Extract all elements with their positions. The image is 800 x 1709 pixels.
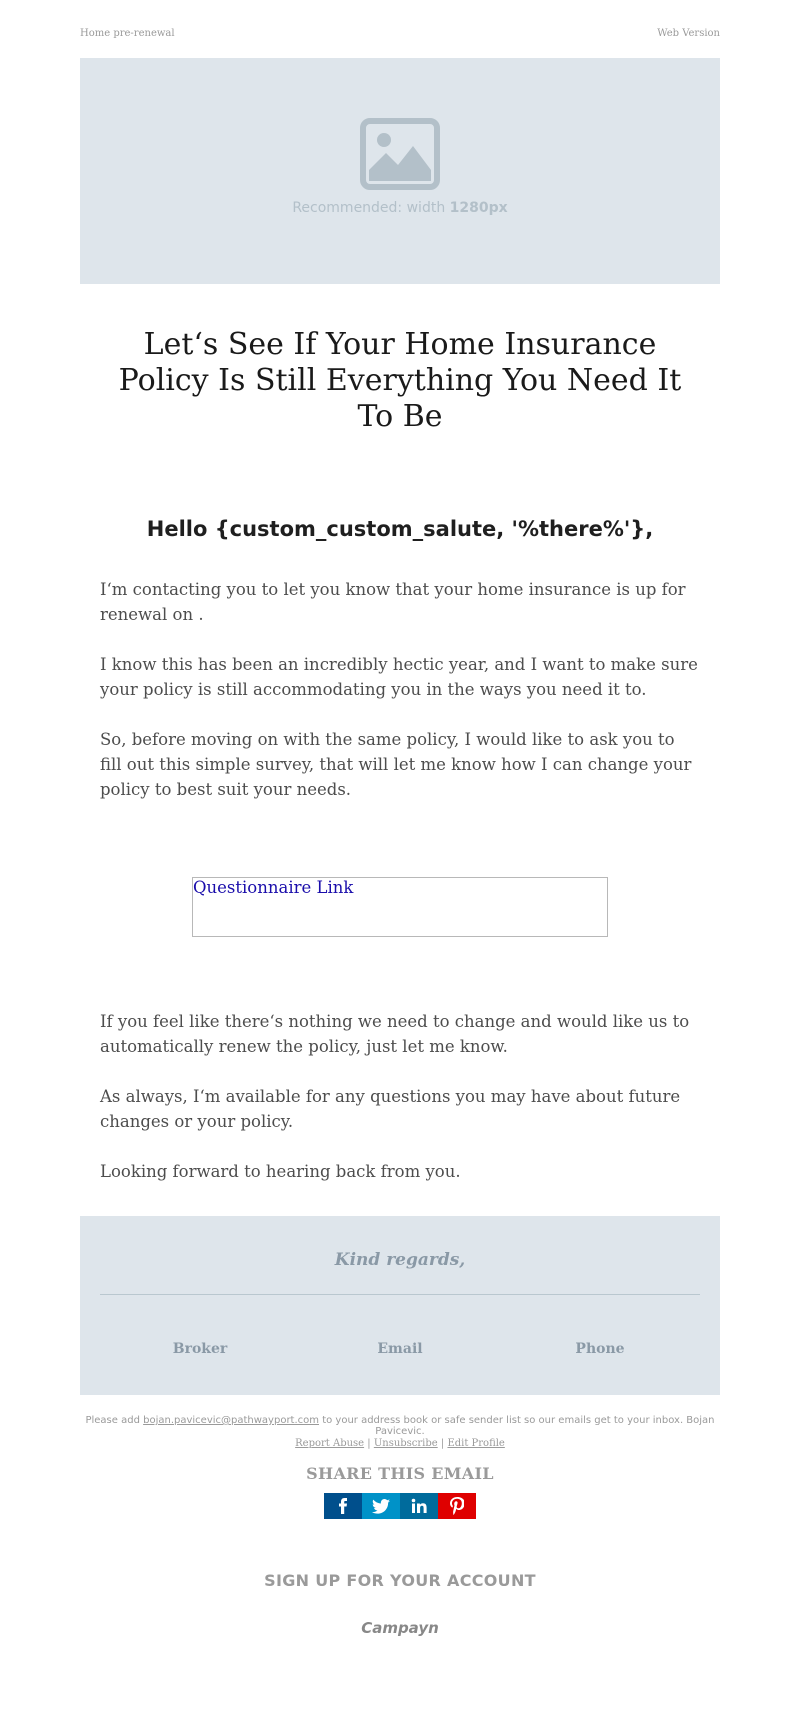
unsubscribe-link[interactable]: Unsubscribe	[373, 1438, 438, 1449]
web-version-link[interactable]: Web Version	[657, 28, 720, 39]
body-paragraph-5: As always, I‘m available for any questions you may have about future changes or your policy.	[100, 1087, 681, 1131]
hero-caption	[292, 200, 507, 216]
body-paragraph-2: I know this has been an incredibly hectic year, and I want to make sure your policy is still accommodating you in the ways you need it to.	[100, 655, 698, 699]
pinterest-share-button[interactable]	[438, 1493, 476, 1519]
cta-wrapper	[80, 877, 720, 937]
footer-links	[80, 1438, 720, 1449]
questionnaire-link[interactable]: Questionnaire Link	[192, 877, 608, 937]
greeting: Hello {custom_custom_salute, '%there%'},	[146, 517, 654, 541]
social-buttons	[80, 1493, 720, 1519]
email-container	[80, 0, 720, 1637]
edit-profile-link[interactable]: Edit Profile	[447, 1438, 505, 1449]
kind-regards: Kind regards,	[334, 1250, 466, 1270]
contact-row	[100, 1341, 700, 1357]
preheader-text: Home pre-renewal	[80, 28, 175, 39]
topbar	[80, 0, 720, 58]
separator: |	[437, 1438, 448, 1449]
contact-broker: Broker	[172, 1341, 228, 1357]
signoff-panel	[80, 1216, 720, 1395]
signup-link[interactable]: SIGN UP FOR YOUR ACCOUNT	[264, 1571, 536, 1590]
contact-email: Email	[377, 1341, 423, 1357]
hero-caption-prefix: Recommended: width	[292, 200, 450, 216]
pinterest-icon	[450, 1497, 464, 1515]
linkedin-share-button[interactable]	[400, 1493, 438, 1519]
legal-suffix: to your address book or safe sender list so our emails get to your inbox. Bojan Pavicevic.	[319, 1415, 715, 1437]
separator: |	[364, 1438, 374, 1449]
body-paragraph-1: I‘m contacting you to let you know that your home insurance is up for renewal on .	[100, 580, 686, 624]
campayn-logo[interactable]: Campayn	[361, 1619, 439, 1637]
report-abuse-link[interactable]: Report Abuse	[295, 1438, 365, 1449]
twitter-icon	[372, 1499, 390, 1514]
sender-email-link[interactable]: bojan.pavicevic@pathwayport.com	[143, 1415, 320, 1426]
image-placeholder-icon	[360, 118, 440, 190]
facebook-icon	[337, 1498, 349, 1514]
share-title: SHARE THIS EMAIL	[306, 1464, 494, 1483]
legal-notice	[80, 1415, 720, 1437]
body-paragraph-6: Looking forward to hearing back from you.	[100, 1162, 461, 1181]
body-paragraph-4: If you feel like there‘s nothing we need to change and would like us to automatically renew the policy, just let me know.	[100, 1012, 690, 1056]
facebook-share-button[interactable]	[324, 1493, 362, 1519]
body-paragraph-3: So, before moving on with the same policy, I would like to ask you to fill out this simple survey, that will let me know how I can change your policy to best suit your needs.	[100, 730, 692, 799]
hero-image-placeholder	[80, 58, 720, 284]
hero-caption-value: 1280px	[449, 200, 508, 216]
linkedin-icon	[411, 1498, 427, 1514]
legal-prefix: Please add	[85, 1415, 144, 1426]
divider	[100, 1294, 700, 1295]
twitter-share-button[interactable]	[362, 1493, 400, 1519]
page-title: Let‘s See If Your Home Insurance Policy Is Still Everything You Need It To Be	[118, 327, 682, 434]
contact-phone: Phone	[575, 1341, 625, 1357]
